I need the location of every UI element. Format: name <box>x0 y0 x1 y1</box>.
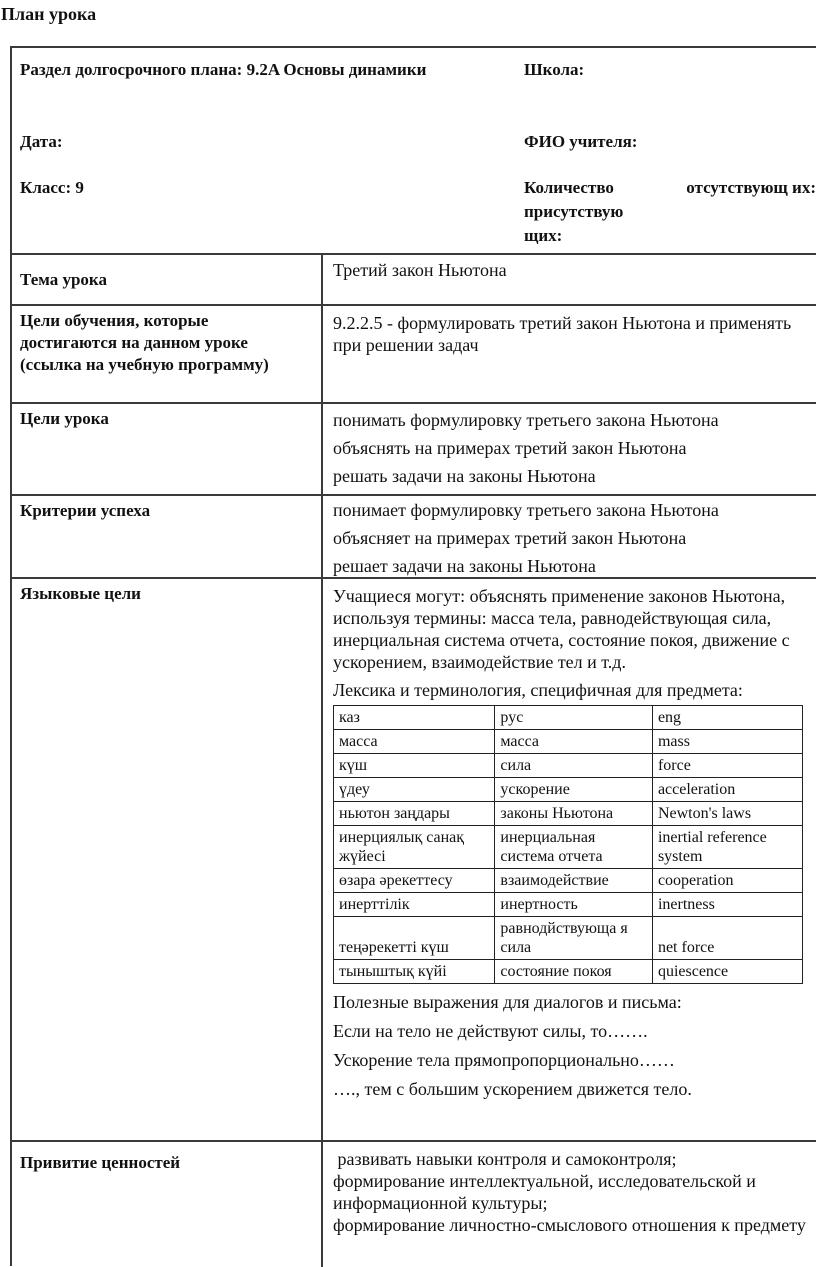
table-cell: inertness <box>652 893 802 917</box>
table-cell: ускорение <box>495 778 653 802</box>
table-cell: quiescence <box>652 960 802 984</box>
table-cell: Newton's laws <box>652 802 802 826</box>
table-cell: инертность <box>495 893 653 917</box>
section-field: Раздел долгосрочного плана: 9.2A Основы динамики <box>20 60 427 79</box>
date-field: Дата: <box>20 132 63 151</box>
school-field: Школа: <box>524 60 585 79</box>
table-cell: net force <box>652 917 802 960</box>
table-cell: force <box>652 754 802 778</box>
table-cell: равнодйствующа я сила <box>495 917 653 960</box>
teacher-field: ФИО учителя: <box>524 132 638 151</box>
class-field: Класс: 9 <box>20 178 84 197</box>
row-language-goals <box>10 579 816 1142</box>
table-cell: инерциальная система отчета <box>495 826 653 869</box>
table-row <box>334 826 803 869</box>
topic-text: Третий закон Ньютона <box>333 260 507 280</box>
useful-phrases <box>333 988 816 1104</box>
row-value <box>321 404 816 494</box>
row-label: Языковые цели <box>20 584 141 603</box>
table-cell: взаимодействие <box>495 869 653 893</box>
table-row <box>334 960 803 984</box>
list-item: решать задачи на законы Ньютона <box>333 466 596 486</box>
table-cell: масса <box>334 730 495 754</box>
row-value <box>321 306 816 402</box>
table-row <box>334 754 803 778</box>
row-topic <box>10 255 816 306</box>
table-cell: өзара әрекеттесу <box>334 869 495 893</box>
phrase-line: Если на тело не действуют силы, то……. <box>333 1021 648 1041</box>
table-cell: масса <box>495 730 653 754</box>
table-cell: тыныштық күйі <box>334 960 495 984</box>
phrase-line: …., тем с большим ускорением движется тело. <box>333 1079 692 1099</box>
table-row <box>334 706 803 730</box>
table-cell: mass <box>652 730 802 754</box>
table-cell: күш <box>334 754 495 778</box>
table-cell: ньютон заңдары <box>334 802 495 826</box>
row-value <box>321 1142 816 1267</box>
row-lesson-goals <box>10 404 816 496</box>
absent-count-field: отсутствующ их: <box>686 178 816 197</box>
row-value <box>321 579 816 1140</box>
table-cell: теңәрекетті күш <box>334 917 495 960</box>
table-cell: eng <box>652 706 802 730</box>
table-cell: инерциялық санақ жүйесі <box>334 826 495 869</box>
row-label: Привитие ценностей <box>20 1153 181 1172</box>
table-cell: каз <box>334 706 495 730</box>
language-intro: Учащиеся могут: объяснять применение законов Ньютона, используя термины: масса тела, равнодействующая сила, инерциальная система отчета, состояние покоя, движение с ускорением, взаимодействие тел и т.д. <box>333 586 790 672</box>
row-criteria <box>10 496 816 579</box>
row-label: Цели урока <box>20 409 109 428</box>
table-row <box>334 778 803 802</box>
list-item: формирование личностно-смыслового отношения к предмету <box>333 1215 806 1235</box>
table-row <box>334 869 803 893</box>
list-item: развивать навыки контроля и самоконтроля; <box>333 1149 677 1169</box>
table-cell: сила <box>495 754 653 778</box>
row-label: Критерии успеха <box>20 501 151 520</box>
list-item: понимать формулировку третьего закона Ньютона <box>333 410 719 430</box>
vocab-heading: Лексика и терминология, специфичная для предмета: <box>333 680 743 700</box>
phrase-line: Ускорение тела прямопропорционально…… <box>333 1050 675 1070</box>
vocabulary-table <box>333 705 803 984</box>
list-item: понимает формулировку третьего закона Ньютона <box>333 500 719 520</box>
table-row <box>334 893 803 917</box>
phrase-line: Полезные выражения для диалогов и письма: <box>333 992 682 1012</box>
plan-header <box>10 46 816 255</box>
table-row <box>334 730 803 754</box>
table-cell: inertial reference system <box>652 826 802 869</box>
list-item: объясняет на примерах третий закон Ньютона <box>333 528 687 548</box>
table-cell: acceleration <box>652 778 802 802</box>
row-values <box>10 1142 816 1267</box>
table-cell: cooperation <box>652 869 802 893</box>
table-cell: законы Ньютона <box>495 802 653 826</box>
list-item: формирование интеллектуальной, исследовательской и информационной культуры; <box>333 1171 756 1213</box>
table-cell: рус <box>495 706 653 730</box>
table-cell: үдеу <box>334 778 495 802</box>
table-row <box>334 802 803 826</box>
row-value <box>321 496 816 577</box>
table-row <box>334 917 803 960</box>
list-item: объяснять на примерах третий закон Ньютона <box>333 438 687 458</box>
table-cell: состояние покоя <box>495 960 653 984</box>
row-value <box>321 255 816 304</box>
list-item: решает задачи на законы Ньютона <box>333 556 596 576</box>
objective-text: 9.2.2.5 - формулировать третий закон Ньютона и применять при решении задач <box>333 313 792 355</box>
document-title: План урока <box>1 4 97 24</box>
table-cell: инерттілік <box>334 893 495 917</box>
present-count-field: Количество присутствую щих: <box>524 178 624 245</box>
row-label: Тема урока <box>20 270 107 289</box>
row-objectives <box>10 306 816 404</box>
row-label: Цели обучения, которые достигаются на данном уроке (ссылка на учебную программу) <box>20 311 269 374</box>
